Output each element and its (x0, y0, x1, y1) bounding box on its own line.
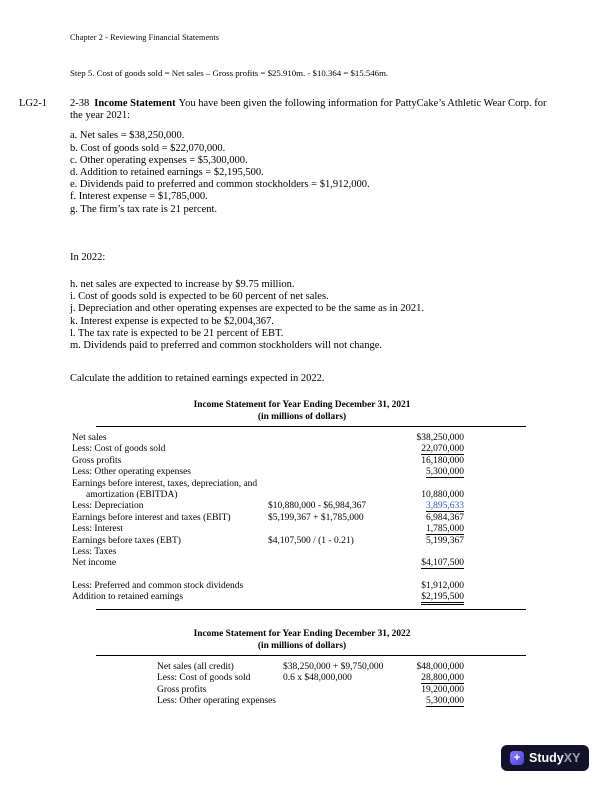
row-value: 16,180,000 (421, 455, 464, 466)
statement-title: Income Statement for Year Ending December 31, 2022 (193, 629, 411, 639)
list-item: c. Other operating expenses = $5,300,000. (70, 154, 248, 166)
row-value: 5,300,000 (426, 696, 464, 707)
statement-row (157, 662, 464, 673)
in-2022-label: In 2022: (70, 251, 106, 263)
row-value: 6,984,367 (426, 512, 464, 523)
list-item: f. Interest expense = $1,785,000. (70, 191, 208, 203)
statement-row (72, 581, 464, 592)
statement-row (72, 547, 464, 558)
statement-subtitle: (in millions of dollars) (257, 640, 347, 651)
row-value: 3,895,633 (426, 501, 464, 512)
list-item: a. Net sales = $38,250,000. (70, 130, 185, 142)
row-value: 5,199,367 (426, 535, 464, 546)
table-rule-bottom (96, 609, 526, 610)
row-calculation: $38,250,000 + $9,750,000 (283, 662, 384, 672)
plus-icon: + (510, 751, 524, 765)
calculate-instruction: Calculate the addition to retained earnings expected in 2022. (70, 373, 325, 385)
row-label: Net income (72, 558, 117, 569)
row-label: Less: Cost of goods sold (72, 444, 166, 455)
row-value: 10,880,000 (421, 490, 464, 501)
list-item: g. The firm’s tax rate is 21 percent. (70, 203, 218, 215)
assumptions-2022-list (70, 279, 556, 352)
row-value: $38,250,000 (416, 433, 464, 443)
row-label: Less: Other operating expenses (157, 696, 276, 707)
statement-row (72, 444, 464, 455)
row-value: $2,195,500 (399, 592, 464, 603)
statement-row (157, 685, 464, 696)
row-label: Gross profits (157, 684, 207, 695)
statement-subtitle: (in millions of dollars) (257, 411, 347, 422)
row-label: Earnings before interest and taxes (EBIT) (72, 512, 231, 523)
list-item: d. Addition to retained earnings = $2,195,500. (70, 167, 264, 179)
list-item: e. Dividends paid to preferred and common stockholders = $1,912,000. (70, 179, 370, 191)
row-label: Earnings before taxes (EBT) (72, 535, 181, 546)
row-value: $48,000,000 (416, 662, 464, 672)
row-value: 19,200,000 (421, 684, 464, 695)
statement-row (72, 592, 464, 603)
statement-row (72, 456, 464, 467)
row-label: Less: Other operating expenses (72, 467, 191, 478)
row-value: 22,070,000 (421, 444, 464, 455)
row-label: Less: Cost of goods sold (157, 673, 251, 684)
problem-number: 2-38 (70, 98, 90, 109)
income-statement-2021-table (72, 400, 532, 616)
statement-row (72, 501, 464, 512)
row-calculation: $10,880,000 - $6,984,367 (268, 501, 367, 512)
list-item: j. Depreciation and other operating expenses are expected to be the same as in 2021. (70, 303, 424, 315)
row-value: 28,800,000 (421, 673, 464, 684)
table-rule (96, 426, 526, 427)
statement-rows (72, 662, 532, 708)
statement-row (72, 536, 464, 547)
row-calculation: $5,199,367 + $1,785,000 (268, 512, 364, 523)
row-label: Net sales (72, 433, 107, 443)
statement-row (72, 479, 464, 502)
statement-row (72, 433, 464, 444)
step-5-note: Step 5. Cost of goods sold = Net sales – Gross profits = $25.910m. - $10.364 = $15.546m. (70, 68, 389, 78)
statement-row (72, 467, 464, 478)
row-label: Less: Taxes (72, 547, 117, 558)
row-label: Addition to retained earnings (72, 592, 184, 603)
table-rule (96, 655, 526, 656)
list-item: b. Cost of goods sold = $22,070,000. (70, 142, 226, 154)
list-item: m. Dividends paid to preferred and common stockholders will not change. (70, 340, 383, 352)
given-data-2021-list (70, 130, 556, 215)
statement-row (72, 524, 464, 535)
lg-objective-label: LG2-1 (19, 98, 47, 109)
row-value: 1,785,000 (426, 524, 464, 535)
problem-body (70, 98, 556, 385)
row-label: Net sales (all credit) (157, 662, 234, 672)
statement-title: Income Statement for Year Ending December 31, 2021 (193, 400, 411, 410)
studyxy-logo-badge (501, 745, 589, 771)
row-value: $1,912,000 (421, 580, 464, 591)
row-label: Earnings before interest, taxes, depreciation, and amortization (EBITDA) (72, 478, 258, 501)
row-label: Less: Depreciation (72, 501, 144, 512)
row-calculation: 0.6 x $48,000,000 (283, 673, 352, 684)
row-value: $4,107,500 (421, 558, 464, 569)
list-item: h. net sales are expected to increase by $9.75 million. (70, 279, 295, 291)
problem-statement (70, 98, 556, 122)
statement-row (157, 696, 464, 707)
brand-name: StudyXY (529, 751, 581, 765)
list-item: i. Cost of goods sold is expected to be 60 percent of net sales. (70, 291, 329, 303)
statement-row (72, 558, 464, 569)
spacer-row (72, 570, 464, 581)
statement-row (157, 673, 464, 684)
row-label: Less: Interest (72, 524, 123, 535)
statement-rows (72, 433, 532, 604)
row-calculation: $4,107,500 / (1 - 0.21) (268, 535, 354, 546)
problem-intro-text: You have been given the following information for PattyCake’s Athletic Wear Corp. for the year 2021: (70, 98, 547, 122)
chapter-header: Chapter 2 - Reviewing Financial Statements (70, 33, 220, 42)
row-label: Less: Preferred and common stock dividends (72, 580, 244, 591)
income-statement-2022-table (72, 629, 532, 708)
statement-row (72, 513, 464, 524)
row-label: Gross profits (72, 455, 122, 466)
list-item: l. The tax rate is expected to be 21 percent of EBT. (70, 327, 284, 339)
problem-title: Income Statement (94, 98, 176, 109)
row-value: 5,300,000 (426, 467, 464, 478)
list-item: k. Interest expense is expected to be $2,004,367. (70, 315, 274, 327)
